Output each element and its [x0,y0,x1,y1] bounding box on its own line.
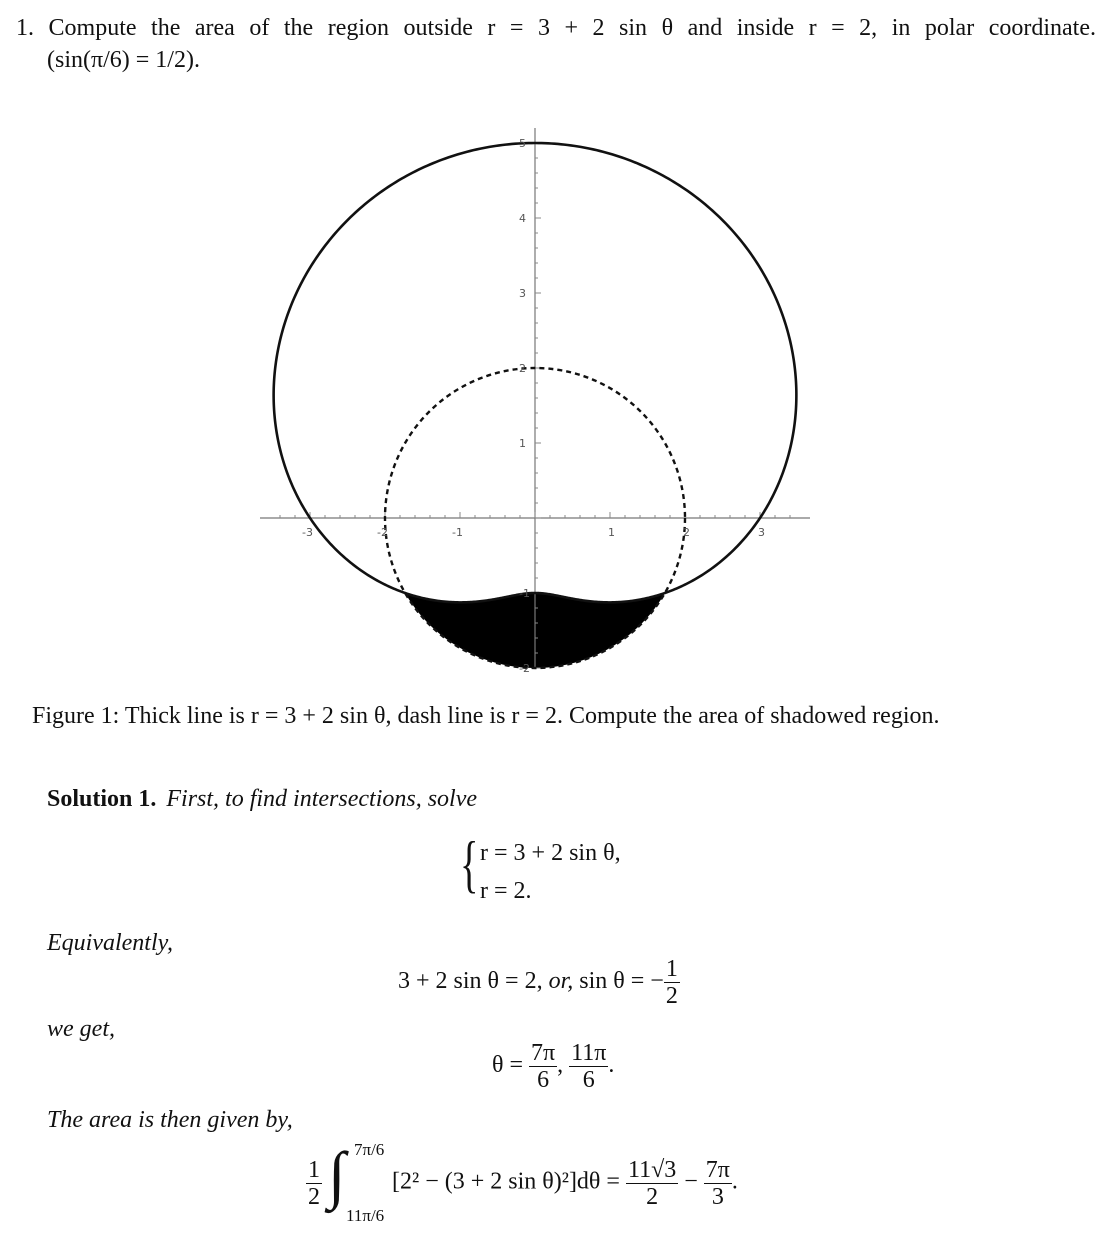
solution-intro: First, to find intersections, solve [166,786,478,812]
frac-num: 7π [531,1040,556,1066]
frac-den: 6 [582,1067,595,1093]
system-line-1: r = 3 + 2 sin θ, [480,840,621,866]
x-tick-label: 1 [608,526,615,539]
solution-label: Solution 1. [47,786,157,812]
solution-header [47,786,477,813]
equation-theta: θ = $\frac{7\pi}{6}$ , $\frac{11\pi}{6}$ . [492,1040,615,1093]
eq2-right: sin θ = − [579,968,664,995]
x-tick-label: -3 [302,526,313,539]
integral-symbol: ∫ [328,1139,346,1210]
y-tick-label: -2 [519,662,530,675]
eq3-lhs: θ = [492,1052,524,1079]
fraction-one-half [306,1157,322,1210]
integral-sign [328,1139,386,1225]
frac-num: 1 [665,956,678,982]
x-tick-label: 2 [683,526,690,539]
y-tick-label: 4 [519,212,526,225]
we-get-text: we get, [47,1016,115,1042]
y-tick-label: 5 [519,137,526,150]
fraction-one-half [664,956,680,1009]
left-brace: { [460,828,479,899]
x-tick-label: 3 [758,526,765,539]
integral-upper-limit: 7π/6 [354,1140,385,1159]
eq2-left: 3 + 2 sin θ = 2, [398,968,543,995]
frac-den: 6 [537,1067,550,1093]
area-text: The area is then given by, [47,1107,293,1133]
frac-num: 11√3 [627,1156,677,1183]
area-integral: $\frac{1}{2}$ ∫ 7π/6 11π/6 [2² − (3 + 2 sin θ)²]dθ = $\frac{11√3}{2}$ − $\frac{7\pi}{3}$ . [308,1139,738,1225]
frac-den: 2 [665,983,678,1009]
frac-num: 7π [705,1156,730,1183]
x-tick-label: -2 [377,526,388,539]
figure-caption: Figure 1: Thick line is r = 3 + 2 sin θ, dash line is r = 2. Compute the area of shadowed region. [32,703,940,729]
y-tick-label: 2 [519,362,526,375]
system-line-2: r = 2. [480,878,532,904]
polar-figure [250,118,820,678]
frac-num: 1 [308,1156,320,1183]
eq2-or: or, [548,968,574,995]
problem-number: 1. [16,15,34,41]
fraction-11sqrt3-2 [626,1157,678,1210]
x-tick-label: -1 [452,526,463,539]
frac-den: 2 [646,1183,659,1210]
equation-sin [398,956,680,1009]
problem-text-line1: Compute the area of the region outside r = 3 + 2 sin θ and inside r = 2, in polar coordinate. [48,15,1097,41]
fraction-11pi-6 [569,1040,608,1093]
frac-den: 2 [308,1183,320,1210]
y-tick-label: 3 [519,287,526,300]
equivalently-text: Equivalently, [47,930,173,956]
minus-sign: − [684,1168,698,1195]
integral-lower-limit: 11π/6 [346,1206,385,1225]
problem-text-line2: (sin(π/6) = 1/2). [47,47,200,73]
frac-num: 11π [571,1040,607,1066]
integrand: [2² − (3 + 2 sin θ)²]dθ = [392,1168,620,1195]
frac-den: 3 [711,1183,724,1210]
fraction-7pi-3 [704,1157,732,1210]
y-tick-label: 1 [519,437,526,450]
problem-statement [16,12,1096,76]
y-tick-label: -1 [519,587,530,600]
fraction-7pi-6 [529,1040,557,1093]
